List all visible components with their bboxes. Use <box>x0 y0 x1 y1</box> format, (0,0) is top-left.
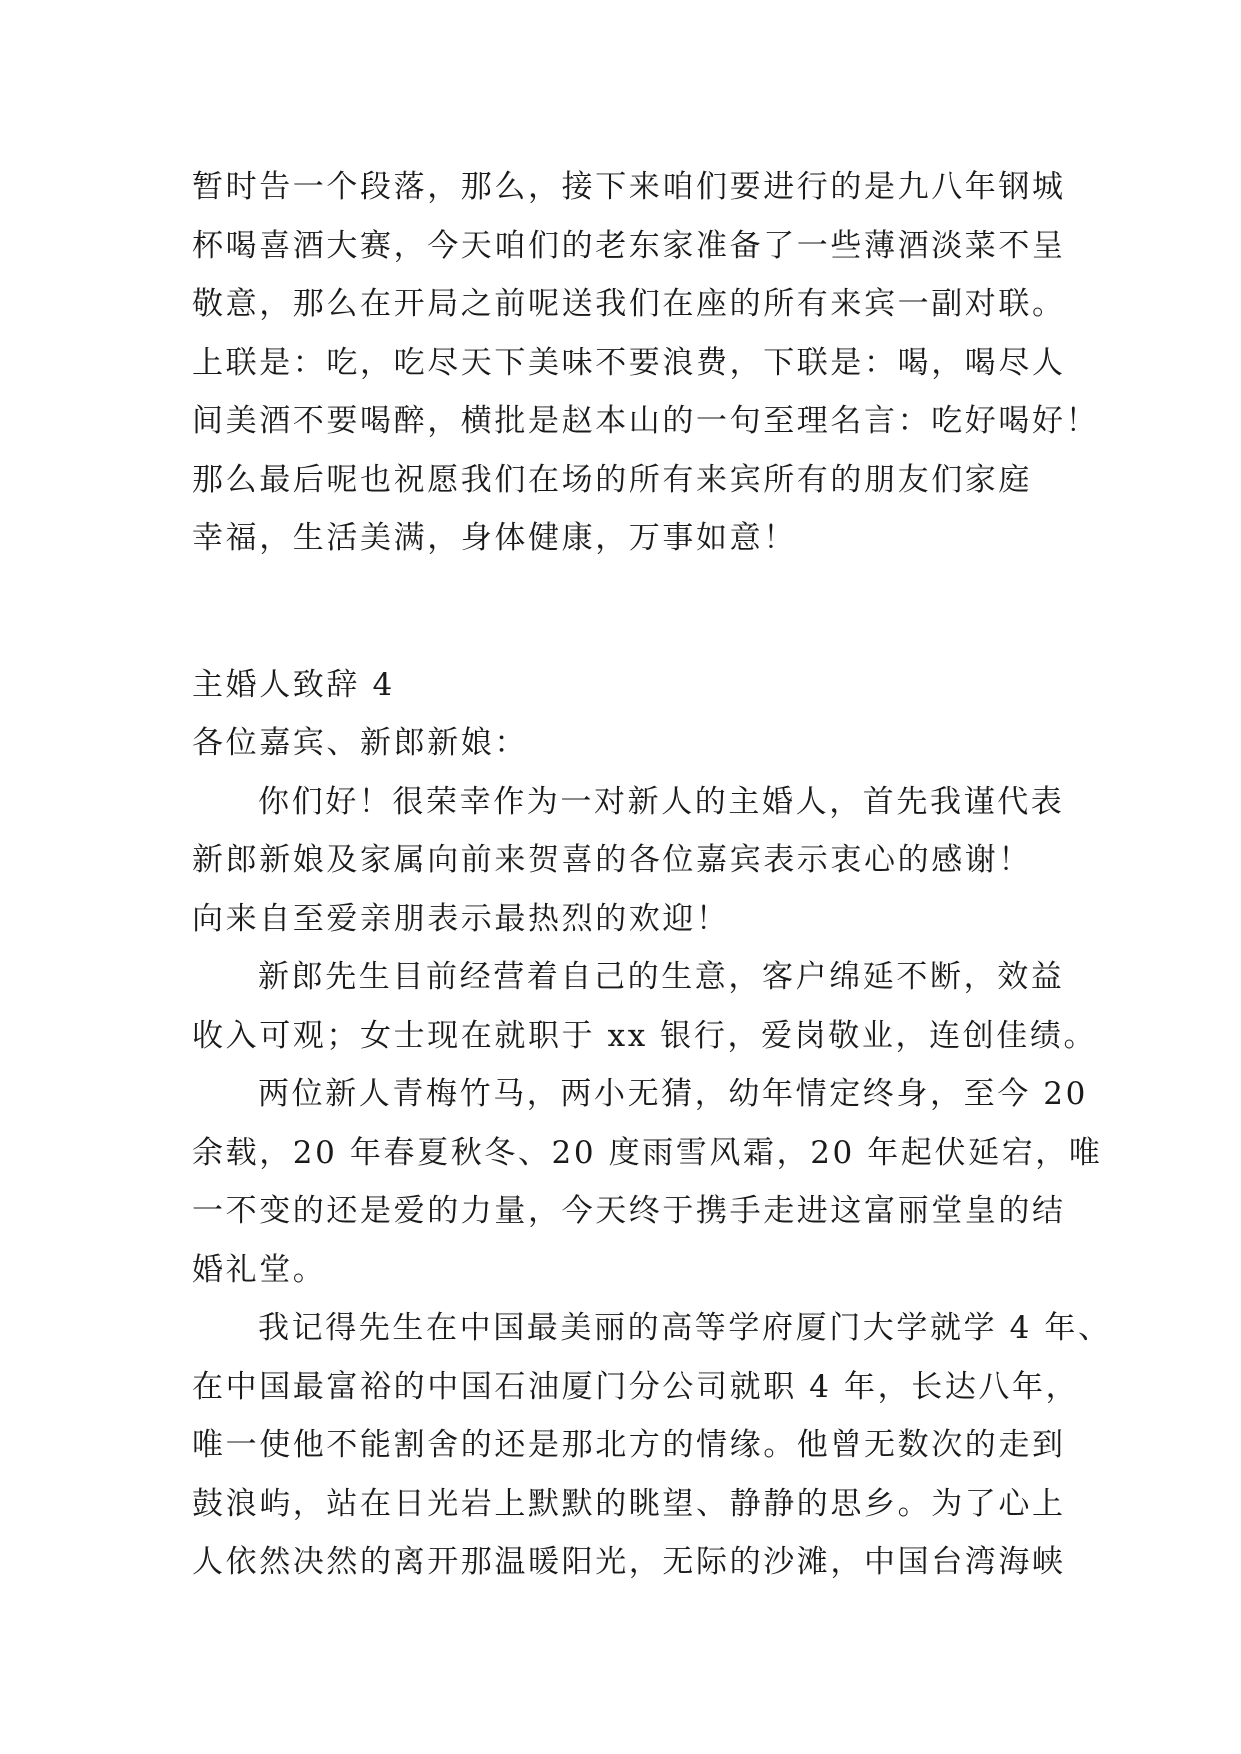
text-line: 新郎新娘及家属向前来贺喜的各位嘉宾表示衷心的感谢！ <box>192 842 1032 878</box>
text-line: 收入可观；女士现在就职于 xx 银行，爱岗敬业，连创佳绩。 <box>192 1017 1098 1054</box>
text-line: 一不变的还是爱的力量，今天终于携手走进这富丽堂皇的结 <box>192 1193 1066 1229</box>
paragraph-couple-careers <box>192 948 1098 1065</box>
text-line: 唯一使他不能割舍的还是那北方的情缘。他曾无数次的走到 <box>192 1427 1066 1463</box>
text-line: 杯喝喜酒大赛，今天咱们的老东家准备了一些薄酒淡菜不呈 <box>192 227 1066 264</box>
text-line: 敬意，那么在开局之前呢送我们在座的所有来宾一副对联。 <box>192 286 1066 322</box>
intro-paragraph <box>192 158 1100 568</box>
text-line: 婚礼堂。 <box>192 1251 327 1288</box>
text-line: 幸福，生活美满，身体健康，万事如意！ <box>192 520 797 556</box>
salutation: 各位嘉宾、新郎新娘： <box>192 725 528 761</box>
section-title: 主婚人致辞 4 <box>192 666 395 703</box>
text-line: 在中国最富裕的中国石油厦门分公司就职 4 年，长达八年， <box>192 1368 1080 1405</box>
paragraph-groom-story <box>192 1299 1112 1592</box>
paragraph-childhood-sweethearts <box>192 1065 1103 1299</box>
paragraph-greeting <box>192 773 1072 949</box>
text-line: 鼓浪屿，站在日光岩上默默的眺望、静静的思乡。为了心上 <box>192 1485 1066 1522</box>
text-line: 上联是：吃，吃尽天下美味不要浪费，下联是：喝，喝尽人 <box>192 344 1066 381</box>
text-line: 我记得先生在中国最美丽的高等学府厦门大学就学 4 年、 <box>258 1310 1112 1346</box>
text-line: 你们好！很荣幸作为一对新人的主婚人，首先我谨代表 <box>258 783 1065 820</box>
section-spacer <box>192 568 1072 656</box>
text-line: 暂时告一个段落，那么，接下来咱们要进行的是九八年钢城 <box>192 169 1066 205</box>
text-line: 人依然决然的离开那温暖阳光，无际的沙滩，中国台湾海峡 <box>192 1544 1066 1580</box>
text-line: 向来自至爱亲朋表示最热烈的欢迎！ <box>192 900 730 937</box>
text-line: 余载，20 年春夏秋冬、20 度雨雪风霜，20 年起伏延宕，唯 <box>192 1134 1103 1171</box>
text-line: 新郎先生目前经营着自己的生意，客户绵延不断，效益 <box>258 959 1065 995</box>
text-line: 那么最后呢也祝愿我们在场的所有来宾所有的朋友们家庭 <box>192 461 1032 498</box>
text-line: 间美酒不要喝醉，横批是赵本山的一句至理名言：吃好喝好！ <box>192 403 1100 439</box>
document-body <box>192 158 1112 1592</box>
text-line: 两位新人青梅竹马，两小无猜，幼年情定终身，至今 20 <box>258 1076 1088 1112</box>
